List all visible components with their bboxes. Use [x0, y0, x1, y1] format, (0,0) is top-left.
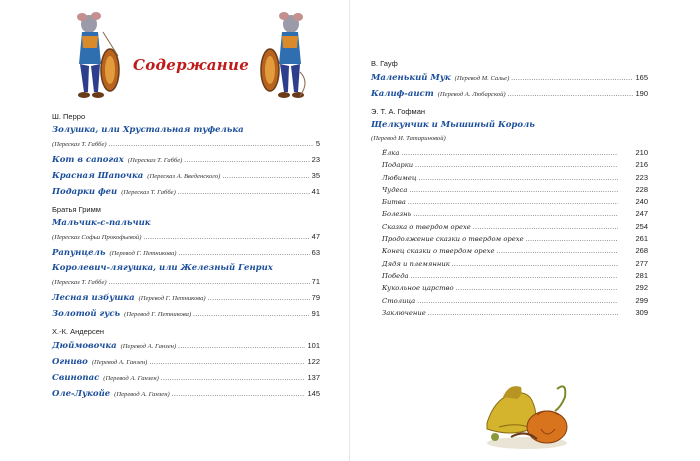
contents-header	[70, 12, 310, 102]
page-number: 277	[635, 258, 648, 268]
leader-dots	[161, 374, 306, 383]
chapter-title: Чудеса	[382, 185, 408, 194]
contents-title: Содержание	[132, 56, 250, 74]
story-title: Мальчик-с-пальчик	[52, 218, 151, 228]
translator-note: (Пересказ Т. Габбе)	[52, 141, 107, 148]
page-number: 254	[635, 221, 648, 231]
page-number: 240	[635, 197, 648, 207]
leader-dots	[184, 156, 309, 165]
leader-dots	[473, 223, 618, 232]
translator-note: (Перевод А. Ганзен)	[114, 391, 170, 398]
leader-dots	[411, 272, 618, 281]
toc-entry[interactable]	[52, 387, 320, 401]
chapter-entry[interactable]	[382, 245, 648, 257]
chapter-list	[382, 147, 648, 319]
chapter-entry[interactable]	[382, 208, 648, 220]
page-number: 63	[311, 248, 320, 257]
toc-entry[interactable]	[52, 246, 320, 260]
story-title: Оле-Лукойе	[52, 389, 111, 399]
chapter-entry[interactable]	[382, 172, 648, 184]
toc-entry[interactable]	[371, 119, 648, 145]
toc-entry[interactable]	[52, 185, 320, 199]
chapter-title: Кукольное царство	[382, 284, 454, 293]
story-title: Кот в сапогах	[52, 155, 124, 165]
leader-dots	[222, 172, 309, 181]
toc-entry[interactable]	[52, 355, 320, 369]
leader-dots	[526, 235, 618, 244]
toc-entry[interactable]	[52, 217, 320, 244]
leader-dots	[143, 233, 309, 242]
author-heading: Ш. Перро	[52, 112, 86, 121]
page-number: 137	[307, 373, 320, 382]
chapter-title: Сказка о твердом орехе	[382, 222, 471, 231]
toc-entry[interactable]	[52, 339, 320, 353]
leader-dots	[456, 284, 618, 293]
story-title: Красная Шапочка	[52, 171, 144, 181]
page-number: 216	[635, 160, 648, 170]
page-number: 145	[307, 389, 320, 398]
chapter-title: Любимец	[382, 173, 417, 182]
leader-dots	[497, 247, 618, 256]
translator-note: (Пересказ Софьи Прокофьевой)	[52, 234, 142, 241]
page-number: 91	[311, 309, 320, 318]
translator-note: (Перевод М. Сальe)	[454, 75, 510, 82]
chapter-entry[interactable]	[382, 282, 648, 294]
chapter-entry[interactable]	[382, 184, 648, 196]
chapter-title: Столица	[382, 296, 416, 305]
leader-dots	[452, 260, 618, 269]
page-number: 35	[311, 171, 320, 180]
leader-dots	[511, 74, 633, 83]
story-title: Огниво	[52, 357, 88, 367]
page-number: 41	[311, 187, 320, 196]
leader-dots	[178, 249, 309, 258]
leader-dots	[178, 188, 310, 197]
leader-dots	[149, 358, 305, 367]
leader-dots	[208, 294, 310, 303]
right-page	[350, 0, 700, 461]
leader-dots	[178, 342, 305, 351]
leader-dots	[417, 297, 618, 306]
toc-entry[interactable]	[52, 307, 320, 321]
page-number: 71	[311, 277, 320, 286]
translator-note: (Перевод И. Татариновой)	[371, 135, 446, 142]
translator-note: (Перевод А. Ганзен)	[103, 375, 159, 382]
page-number: 299	[635, 295, 648, 305]
leader-dots	[419, 174, 618, 183]
leader-dots	[409, 186, 618, 195]
leader-dots	[413, 210, 618, 219]
chapter-entry[interactable]	[382, 270, 648, 282]
chapter-entry[interactable]	[382, 196, 648, 208]
story-title: Золушка, или Хрустальная туфелька	[52, 125, 244, 135]
toc-entry[interactable]	[52, 291, 320, 305]
chapter-title: Заключение	[382, 308, 426, 317]
page-number: 223	[635, 172, 648, 182]
story-title: Королевич-лягушка, или Железный Генрих	[52, 263, 273, 273]
page-number: 165	[635, 73, 648, 82]
leader-dots	[408, 198, 618, 207]
author-heading: Х.-К. Андерсен	[52, 327, 105, 336]
chapter-entry[interactable]	[382, 147, 648, 159]
chapter-title: Подарки	[382, 161, 414, 170]
story-title: Подарки феи	[52, 187, 118, 197]
toc-entry[interactable]	[52, 262, 320, 289]
toc-entry[interactable]	[52, 124, 320, 151]
toc-entry[interactable]	[52, 169, 320, 183]
page-number: 247	[635, 209, 648, 219]
translator-note: (Пересказ А. Введенского)	[147, 173, 221, 180]
toc-right-column	[371, 59, 648, 319]
toc-entry[interactable]	[52, 153, 320, 167]
chapter-title: Конец сказки о твердом орехе	[382, 247, 495, 256]
chapter-title: Ёлка	[382, 149, 400, 157]
leader-dots	[172, 390, 306, 399]
chapter-entry[interactable]	[382, 295, 648, 307]
leader-dots	[401, 149, 618, 158]
chapter-entry[interactable]	[382, 221, 648, 233]
translator-note: (Пересказ Т. Габбе)	[52, 279, 107, 286]
leader-dots	[109, 140, 314, 149]
story-title: Лесная избушка	[52, 293, 135, 303]
page-number: 101	[307, 341, 320, 350]
chapter-title: Битва	[382, 198, 406, 207]
page-number: 5	[315, 139, 320, 148]
page-number: 309	[635, 307, 648, 317]
leader-dots	[193, 310, 310, 319]
page-number: 261	[635, 234, 648, 244]
page-number: 122	[307, 357, 320, 366]
translator-note: (Перевод Г. Петникова)	[138, 295, 206, 302]
story-title: Щелкунчик и Мышиный Король	[371, 120, 535, 130]
pumpkin-and-hat-illustration	[481, 377, 573, 451]
author-heading: Э. Т. А. Гофман	[371, 107, 426, 116]
chapter-title: Победа	[382, 271, 409, 280]
mouse-musician-left-illustration	[70, 12, 120, 100]
translator-note: (Перевод А. Ганзен)	[91, 359, 148, 366]
page-number: 190	[635, 89, 648, 98]
translator-note: (Перевод Г. Петникова)	[124, 311, 192, 318]
translator-note: (Перевод А. Ганзен)	[120, 343, 177, 350]
page-number: 228	[635, 184, 648, 194]
chapter-title: Болезнь	[382, 210, 412, 219]
translator-note: (Пересказ Т. Габбе)	[127, 157, 183, 164]
translator-note: (Пересказ Т. Габбе)	[121, 189, 176, 196]
story-title: Свинопас	[52, 373, 100, 383]
story-title: Рапунцель	[52, 248, 106, 258]
chapter-title: Дядя и племянник	[382, 259, 450, 268]
leader-dots	[109, 278, 310, 287]
page-number: 292	[635, 283, 648, 293]
page-number: 210	[635, 148, 648, 157]
page-number: 281	[635, 270, 648, 280]
story-title: Маленький Мук	[371, 73, 451, 83]
chapter-entry[interactable]	[382, 258, 648, 270]
leader-dots	[508, 90, 634, 99]
toc-entry[interactable]	[52, 371, 320, 385]
translator-note: (Перевод Г. Петникова)	[109, 250, 177, 257]
mouse-musician-right-illustration	[260, 12, 310, 100]
page-number: 47	[311, 232, 320, 241]
page-number: 79	[311, 293, 320, 302]
chapter-entry[interactable]	[382, 233, 648, 245]
toc-entry[interactable]	[371, 71, 648, 85]
chapter-entry[interactable]	[382, 307, 648, 319]
page-number: 268	[635, 246, 648, 256]
story-title: Калиф-аист	[371, 89, 434, 99]
chapter-entry[interactable]	[382, 159, 648, 171]
leader-dots	[415, 161, 618, 170]
story-title: Золотой гусь	[52, 309, 121, 319]
author-heading: Братья Гримм	[52, 205, 101, 214]
chapter-title: Продолжение сказки о твердом орехе	[382, 235, 524, 244]
leader-dots	[428, 309, 618, 318]
author-heading: В. Гауф	[371, 59, 398, 68]
toc-left-column	[52, 112, 320, 403]
story-title: Дюймовочка	[52, 341, 117, 351]
toc-entry[interactable]	[371, 87, 648, 101]
translator-note: (Перевод А. Любарской)	[437, 91, 506, 98]
page-number: 23	[311, 155, 320, 164]
